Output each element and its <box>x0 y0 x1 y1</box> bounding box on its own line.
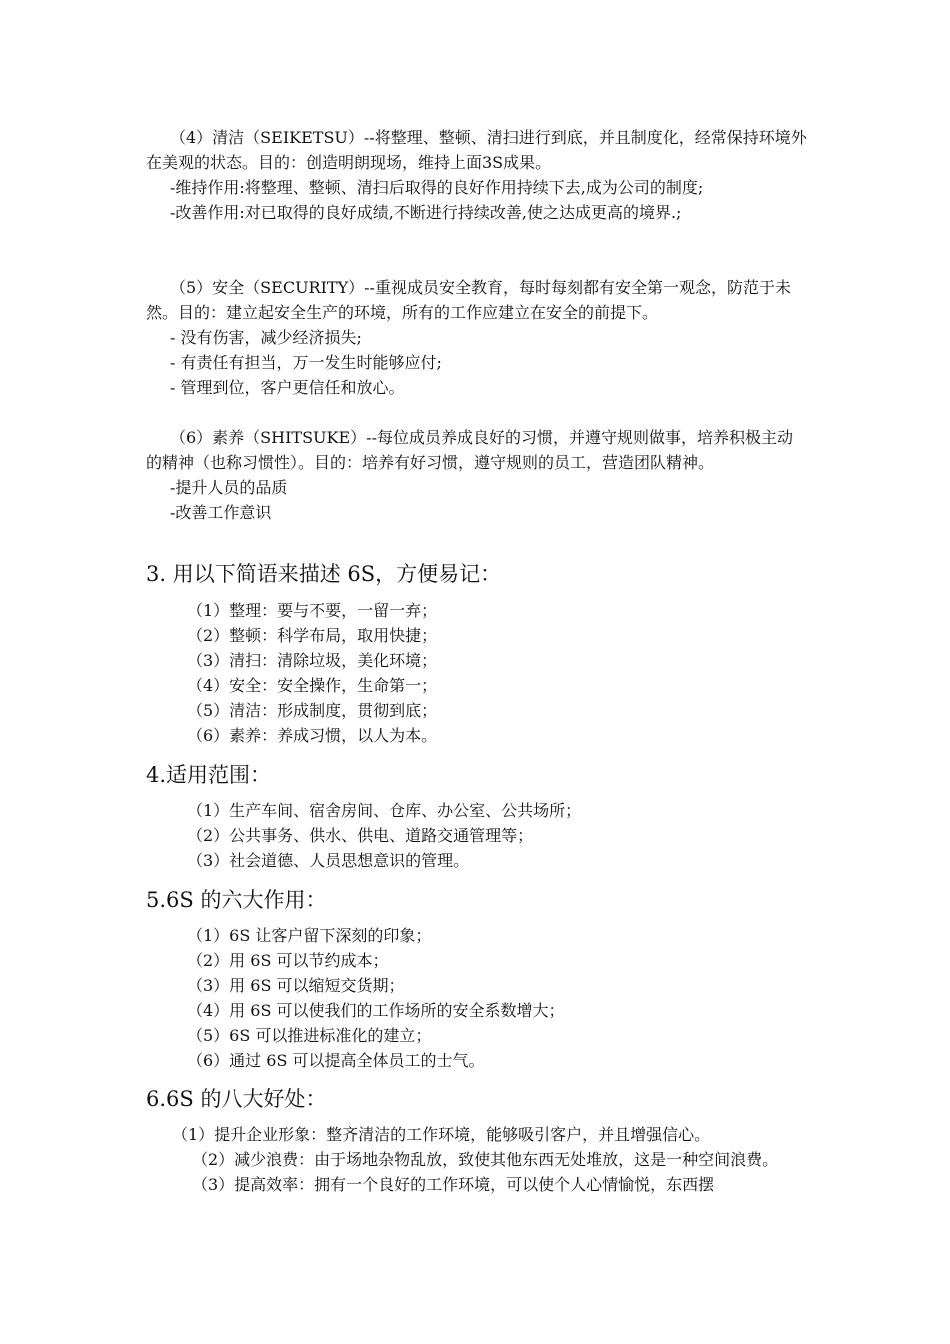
bullet-responsibility: - 有责任有担当，万一发生时能够应付; <box>170 353 442 372</box>
section-shitsuke <box>146 425 808 525</box>
section-security <box>146 275 808 400</box>
list-item: （5）6S 可以推进标准化的建立； <box>187 1026 432 1045</box>
paragraph-shitsuke: （6）素养（SHITSUKE）--每位成员养成良好的习惯，并遵守规则做事，培养积极主动的精神（也称习惯性）。目的：培养有好习惯，遵守规则的员工，营造团队精神。 <box>146 428 793 472</box>
list-item: （2）公共事务、供水、供电、道路交通管理等； <box>187 826 534 845</box>
list-item: （1）整理：要与不要，一留一弃； <box>187 601 438 620</box>
list-item: （6）通过 6S 可以提高全体员工的士气。 <box>187 1051 485 1070</box>
list-item: （2）整顿：科学布局，取用快捷； <box>187 626 438 645</box>
paragraph-benefit-1: （1）提升企业形象：整齐清洁的工作环境，能够吸引客户，并且增强信心。 <box>172 1125 711 1144</box>
heading-scope: 4.适用范围： <box>146 763 272 787</box>
paragraph-benefit-2: （2）减少浪费：由于场地杂物乱放，致使其他东西无处堆放，这是一种空间浪费。 <box>192 1150 779 1169</box>
list-item: （5）清洁：形成制度，贯彻到底； <box>187 701 438 720</box>
list-six-effects <box>187 923 565 1073</box>
paragraph-benefit-3: （3）提高效率：拥有一个良好的工作环境，可以使个人心情愉悦，东西摆 <box>192 1175 715 1194</box>
list-item: （1）生产车间、宿舍房间、仓库、办公室、公共场所； <box>187 801 582 820</box>
section-eight-benefits <box>146 1122 808 1197</box>
paragraph-seiketsu: （4）清洁（SEIKETSU）--将整理、整顿、清扫进行到底，并且制度化，经常保持环境外在美观的状态。目的：创造明朗现场，维持上面3S成果。 <box>146 128 807 172</box>
paragraph-security: （5）安全（SECURITY）--重视成员安全教育，每时每刻都有安全第一观念，防范于未然。目的：建立起安全生产的环境，所有的工作应建立在安全的前提下。 <box>146 278 791 322</box>
list-item: （1）6S 让客户留下深刻的印象； <box>187 926 432 945</box>
bullet-management: - 管理到位，客户更信任和放心。 <box>170 378 405 397</box>
list-item: （3）社会道德、人员思想意识的管理。 <box>187 851 470 870</box>
list-item: （2）用 6S 可以节约成本； <box>187 951 389 970</box>
heading-six-effects: 5.6S 的六大作用： <box>146 888 327 912</box>
bullet-no-injury: - 没有伤害，减少经济损失; <box>170 328 362 347</box>
heading-short-phrases: 3. 用以下简语来描述 6S，方便易记： <box>146 562 502 586</box>
list-item: （6）素养：养成习惯，以人为本。 <box>187 726 438 745</box>
heading-eight-benefits: 6.6S 的八大好处： <box>146 1087 327 1111</box>
list-item: （3）用 6S 可以缩短交货期； <box>187 976 405 995</box>
section-cleanliness <box>146 125 808 225</box>
bullet-quality: -提升人员的品质 <box>170 478 288 497</box>
paragraph-improve-effect: -改善作用:对已取得的良好成绩,不断进行持续改善,使之达成更高的境界.; <box>170 203 682 222</box>
list-item: （3）清扫：清除垃圾，美化环境； <box>187 651 438 670</box>
bullet-awareness: -改善工作意识 <box>170 503 272 522</box>
list-scope <box>187 798 581 873</box>
list-item: （4）安全：安全操作，生命第一； <box>187 676 438 695</box>
list-short-phrases <box>187 598 437 748</box>
list-item: （4）用 6S 可以使我们的工作场所的安全系数增大； <box>187 1001 565 1020</box>
paragraph-maintain-effect: -维持作用:将整理、整顿、清扫后取得的良好作用持续下去,成为公司的制度; <box>170 178 704 197</box>
